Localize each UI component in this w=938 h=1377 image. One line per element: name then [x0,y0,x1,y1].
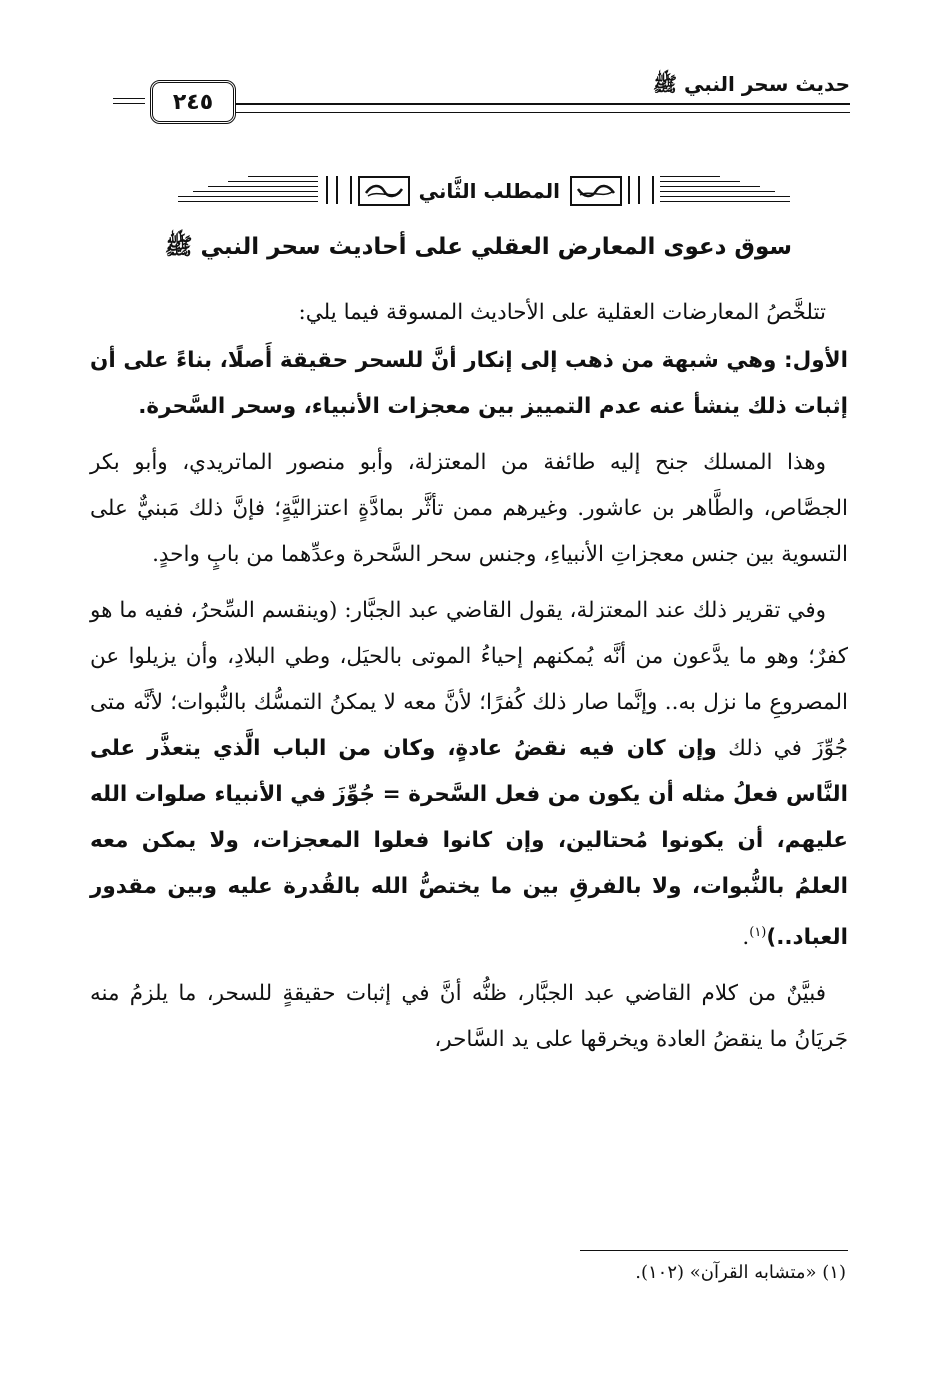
quote-normal-text: وفي تقرير ذلك عند المعتزلة، يقول القاضي عبد الجبَّار: (وينقسم السِّحرُ، ففيه ما هو كفرٌ؛ وهو ما يدَّعون من أنَّه يُمكنهم إحياءُ الموتى بالحيَل، وطي البلادِ، وأن يزيلوا عن المصروعِ ما نزل به.. وإنَّما صار ذلك كُفرًا؛ لأنَّ معه لا يمكنُ التمسُّك بالنُّبوات؛ لأنَّه متى جُوِّزَ في ذلك [90,598,848,761]
ornament-bars-right [628,176,654,204]
footnote: (١) «متشابه القرآن» (١٠٢). [635,1262,846,1283]
quote-bold-text: وإن كان فيه نقضُ عادةٍ، وكان من الباب الَّذي يتعذَّر على النَّاس فعلُ مثله أن يكون من فعل السَّحرة = جُوِّزَ في الأنبياء صلوات الله عليهم، أن يكونوا مُحتالين، وإن كانوا فعلوا المعجزات، ولا يمكن معه العلمُ بالنُّبوات، ولا بالفرقِ بين ما يختصُّ الله بالقُدرة عليه وبين مقدور العباد..) [90,736,848,951]
quote-end: . [742,925,750,951]
paragraph-first-objection [90,338,848,430]
header-ornament-lines [113,98,145,108]
objection-label: الأول: [784,348,848,373]
footnote-rule [580,1250,848,1251]
body-text [90,290,848,1073]
section-subtitle: سوق دعوى المعارض العقلي على أحاديث سحر النبي ﷺ [164,234,792,260]
paragraph-conclusion: فبيَّنٌ من كلام القاضي عبد الجبَّار، ظنُّه أنَّ في إثبات حقيقةٍ للسحر، ما يلزمُ منه جَريَانُ ما ينقضُ العادة ويخرقها على يد السَّاحر، [90,981,848,1053]
section-heading: المطلب الثَّاني [418,179,560,203]
paragraph-mutazila: وهذا المسلك جنح إليه طائفة من المعتزلة، وأبو منصور الماتريدي، وأبو بكر الجصَّاص، والطَّاهر بن عاشور. وغيرهم ممن تأثَّر بمادَّةٍ اعتزاليَّةٍ؛ فإنَّ ذلك مَبنيٌّ على التسوية بين جنس معجزاتِ الأنبياءِ، وجنس سحر السَّحرة وعدِّهما من بابٍ واحدٍ. [90,450,848,567]
section-ornament [178,176,790,210]
page-number: ٢٤٥ [150,80,236,124]
ornament-lines-left [178,176,318,206]
objection-text: وهي شبهة من ذهب إلى إنكار أنَّ للسحر حقيقة أَصلًا، بناءً على أن إثبات ذلك ينشأ عنه عدم التمييز بين معجزات الأنبياء، وسحر السَّحرة. [90,348,848,419]
ornament-bars-left [326,176,352,204]
footnote-marker: (١) [749,925,767,940]
header-rule [236,103,850,113]
ornament-scroll-icon [570,176,622,206]
ornament-scroll-icon [358,176,410,206]
intro-paragraph: تتلخَّصُ المعارضات العقلية على الأحاديث المسوقة فيما يلي: [298,300,826,325]
paragraph-quote [90,588,848,961]
ornament-lines-right [660,176,790,206]
running-title: حديث سحر النبي ﷺ [652,72,850,96]
